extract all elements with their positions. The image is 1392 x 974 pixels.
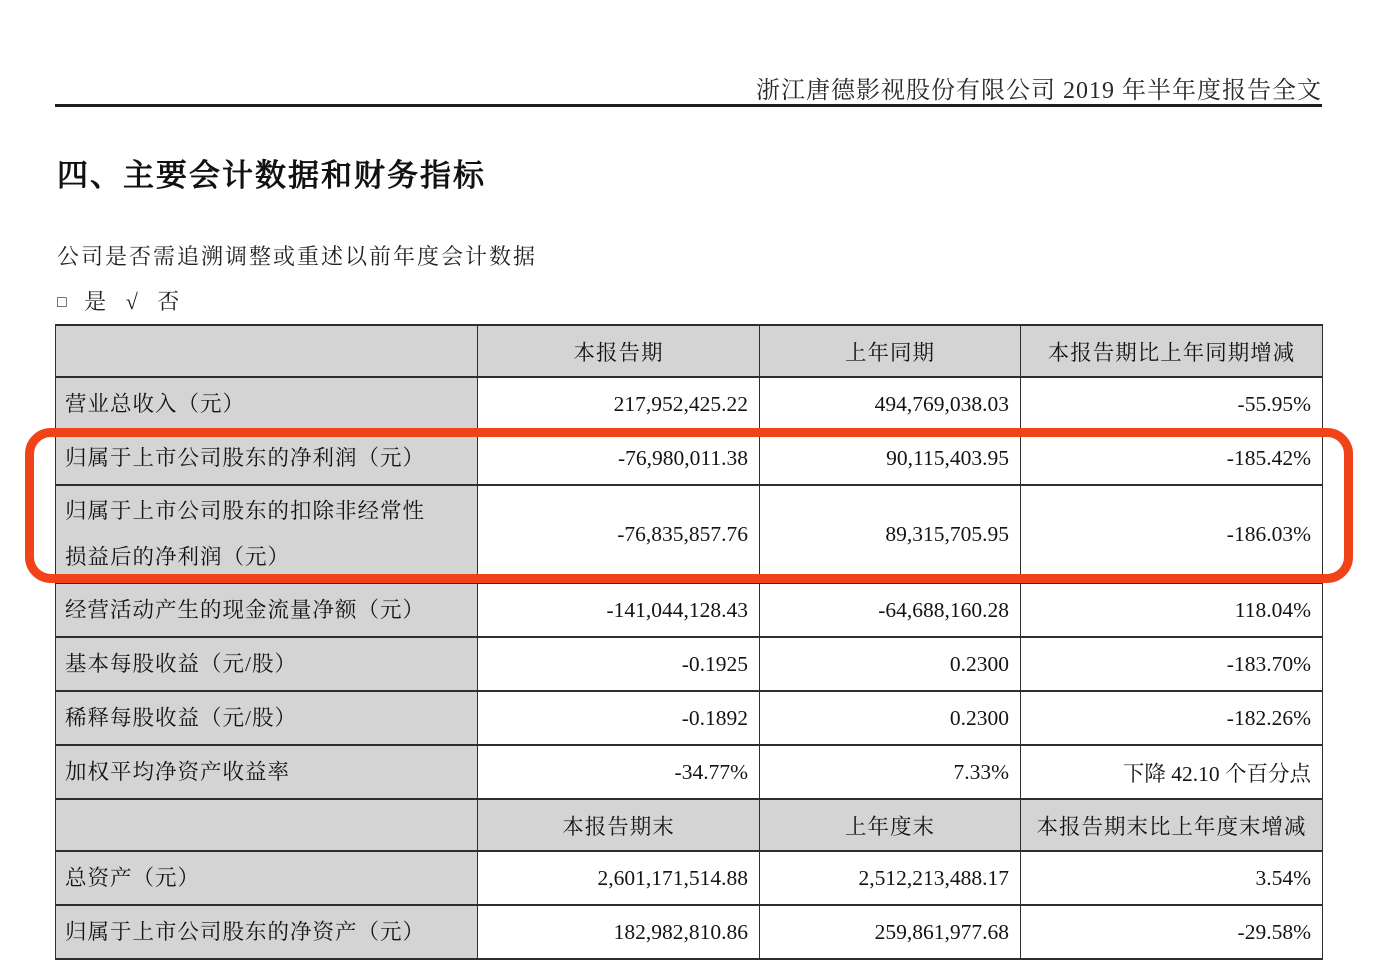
table-row-net-profit-excl-nonrecurring [56,485,1323,583]
table-row-diluted-eps [56,691,1323,745]
row-label: 加权平均净资产收益率 [56,745,478,799]
restatement-choice-line [57,285,179,316]
cell-current-value: -0.1925 [478,637,760,691]
cell-current-value: 2,601,171,514.88 [478,851,760,905]
row-label: 营业总收入（元） [56,377,478,431]
cell-prior-value: 0.2300 [760,637,1021,691]
checkbox-unchecked-icon: □ [57,294,67,311]
col-header-period-change: 本报告期比上年同期增减 [1021,325,1323,377]
report-header-title: 浙江唐德影视股份有限公司 2019 年半年度报告全文 [756,78,1322,104]
col-header-prior-period: 上年同期 [760,325,1021,377]
col-header-blank [56,325,478,377]
cell-prior-value: 2,512,213,488.17 [760,851,1021,905]
cell-current-value: -0.1892 [478,691,760,745]
cell-current-value: -141,044,128.43 [478,583,760,637]
header-divider-line [55,104,1322,107]
cell-change-value: -185.42% [1021,431,1323,485]
col-header-period-end-change: 本报告期末比上年度末增减 [1021,799,1323,851]
table-row-total-revenue [56,377,1323,431]
cell-change-value: -186.03% [1021,485,1323,583]
cell-current-value: -76,835,857.76 [478,485,760,583]
row-label: 归属于上市公司股东的净资产（元） [56,905,478,959]
cell-change-value: -182.26% [1021,691,1323,745]
cell-current-value: -34.77% [478,745,760,799]
row-label: 归属于上市公司股东的净利润（元） [56,431,478,485]
cell-prior-value: -64,688,160.28 [760,583,1021,637]
financial-indicators-table [55,324,1323,960]
col-header-blank [56,799,478,851]
cell-change-value: -55.95% [1021,377,1323,431]
cell-prior-value: 90,115,403.95 [760,431,1021,485]
table-row-weighted-avg-roe [56,745,1323,799]
choice-no-label: 否 [157,289,180,314]
choice-yes-label: 是 [84,289,107,314]
cell-prior-value: 7.33% [760,745,1021,799]
table-row-total-assets [56,851,1323,905]
restatement-question-text: 公司是否需追溯调整或重述以前年度会计数据 [57,244,538,269]
document-header [55,70,1322,105]
cell-prior-value: 259,861,977.68 [760,905,1021,959]
col-header-current-period: 本报告期 [478,325,760,377]
row-label: 经营活动产生的现金流量净额（元） [56,583,478,637]
row-label: 总资产（元） [56,851,478,905]
section-title: 四、主要会计数据和财务指标 [57,158,486,193]
table-row-net-profit [56,431,1323,485]
cell-change-value: 3.54% [1021,851,1323,905]
cell-current-value: 182,982,810.86 [478,905,760,959]
cell-current-value: -76,980,011.38 [478,431,760,485]
col-header-prior-year-end: 上年度末 [760,799,1021,851]
table-header-row-period-end [56,799,1323,851]
row-label: 归属于上市公司股东的扣除非经常性损益后的净利润（元） [56,485,478,583]
cell-change-value: 下降 42.10 个百分点 [1021,745,1323,799]
table-row-operating-cash-flow [56,583,1323,637]
table-header-row-period [56,325,1323,377]
row-label: 稀释每股收益（元/股） [56,691,478,745]
cell-current-value: 217,952,425.22 [478,377,760,431]
table-row-net-assets [56,905,1323,959]
table-row-basic-eps [56,637,1323,691]
col-header-current-period-end: 本报告期末 [478,799,760,851]
cell-prior-value: 0.2300 [760,691,1021,745]
cell-prior-value: 89,315,705.95 [760,485,1021,583]
cell-change-value: 118.04% [1021,583,1323,637]
cell-prior-value: 494,769,038.03 [760,377,1021,431]
cell-change-value: -29.58% [1021,905,1323,959]
cell-change-value: -183.70% [1021,637,1323,691]
checkmark-icon: √ [125,289,138,314]
row-label: 基本每股收益（元/股） [56,637,478,691]
